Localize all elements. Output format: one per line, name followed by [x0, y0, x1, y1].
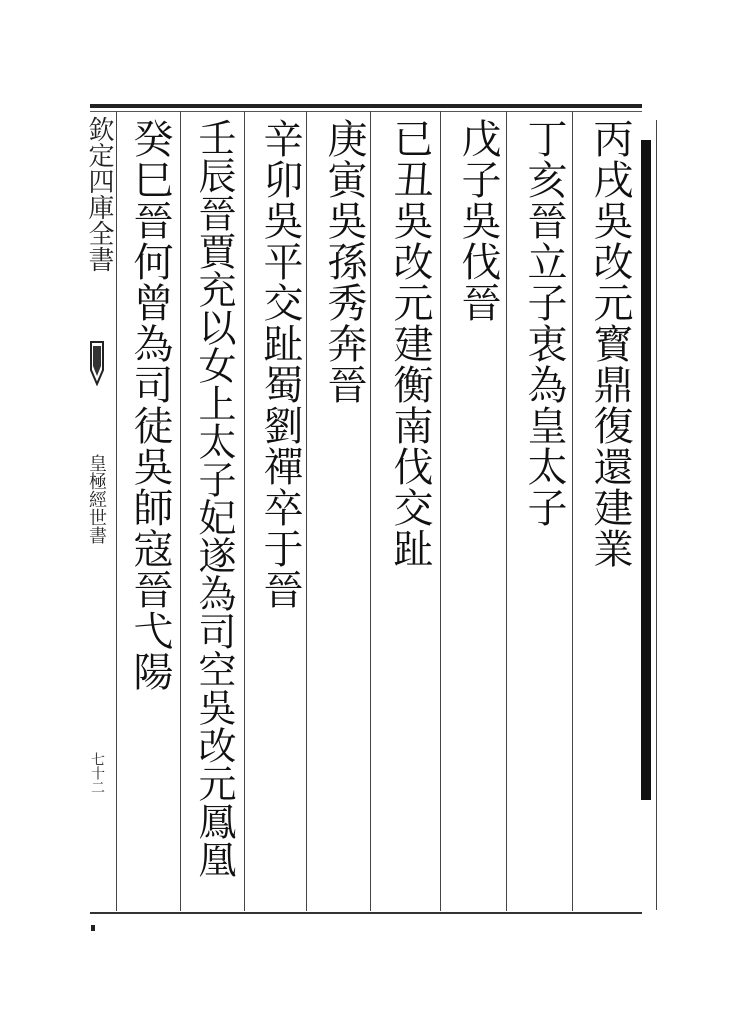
margin-series-title: 欽定四庫全書: [84, 116, 114, 272]
column-text: 壬辰晉賈充以女上太子妃遂為司空吳改元鳳凰: [192, 118, 236, 878]
column-divider: [180, 111, 181, 911]
text-column-6: [254, 118, 306, 898]
text-column-7: [188, 118, 240, 898]
corner-mark: [91, 925, 95, 931]
margin-page-number: 七十二: [89, 752, 105, 794]
margin-book-title: 皇極經世書: [86, 454, 107, 544]
top-inner-rule: [90, 111, 642, 112]
bottom-border-rule: [90, 912, 642, 914]
column-text: 丁亥晉立子衷為皇太子: [521, 118, 567, 528]
right-outer-rule: [656, 120, 657, 910]
text-column-3: [452, 118, 504, 898]
column-divider: [116, 111, 117, 911]
column-text: 已丑吳改元建衡南伐交趾: [387, 118, 433, 569]
column-text: 戊子吳伐晉: [455, 118, 501, 323]
column-divider: [306, 111, 307, 911]
column-text: 辛卯吳平交趾蜀劉禪卒于晉: [257, 118, 303, 610]
fish-tail-mark-icon: [90, 340, 104, 386]
text-column-5: [318, 118, 370, 898]
top-border-rule: [90, 104, 642, 108]
column-divider: [506, 111, 507, 911]
text-column-4: [384, 118, 436, 898]
column-divider: [440, 111, 441, 911]
column-divider: [244, 111, 245, 911]
column-text: 丙戌吳改元寳鼎復還建業: [587, 118, 633, 569]
text-column-1: [584, 118, 636, 898]
text-column-8: [124, 118, 176, 898]
right-border-bar: [641, 140, 651, 800]
column-divider: [572, 111, 573, 911]
column-divider: [370, 111, 371, 911]
column-text: 庚寅吳孫秀奔晉: [321, 118, 367, 405]
column-text: 癸巳晉何曾為司徒吳師寇晉弋陽: [127, 118, 173, 692]
text-column-2: [518, 118, 570, 898]
